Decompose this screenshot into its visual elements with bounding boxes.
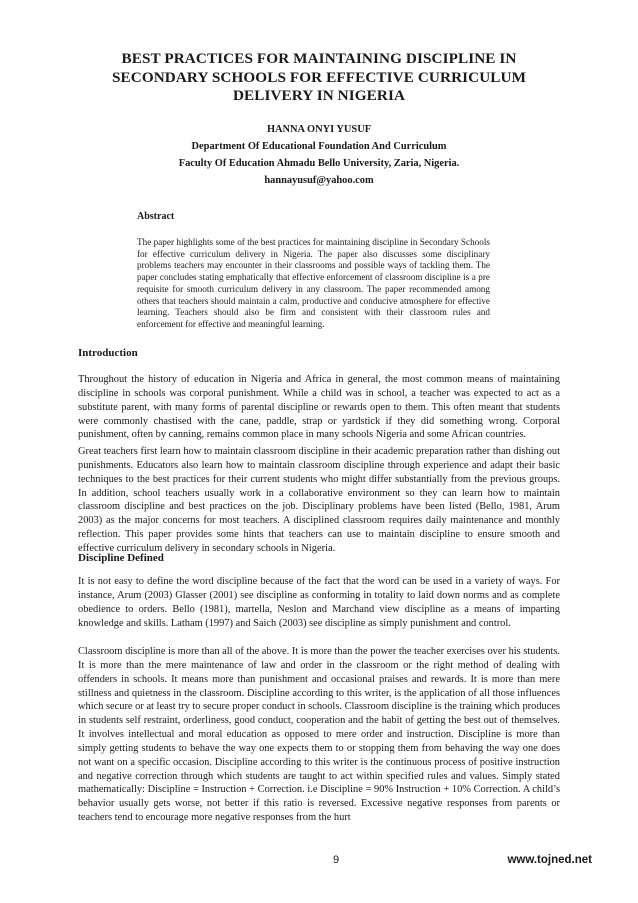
- author-faculty: Faculty Of Education Ahmadu Bello University, Zaria, Nigeria.: [178, 158, 460, 169]
- page-number: 9: [333, 854, 340, 866]
- discipline-defined-heading: Discipline Defined: [78, 552, 164, 564]
- author-email: hannayusuf@yahoo.com: [264, 175, 374, 186]
- author-name: HANNA ONYI YUSUF: [266, 124, 372, 135]
- abstract-heading: Abstract: [137, 211, 175, 222]
- abstract-text: The paper highlights some of the best practices for maintaining discipline in Secondary Schools for effective curriculum delivery in Nigeria. The paper also discusses some disciplinary problems teachers may encounter in their classrooms and possible ways of tackling them. The paper concludes stating emphatically that effective enforcement of classroom discipline is a pre requisite for smooth curriculum delivery in any classroom. The paper recommended among others that teachers should maintain a calm, productive and conducive atmosphere for effective learning. Teachers should also be firm and consistent with their classroom rules and enforcement for effective and meaningful learning.: [137, 237, 490, 329]
- discipline-defined-paragraph-2: Classroom discipline is more than all of the above. It is more than the power the teacher exercises over his students. It is more than the mere maintenance of law and order in the classroom or the right method of dealing with offenders in schools. It means more than punishment and occasional praises and rewards. It is more than mere stillness and quietness in the classroom. Discipline according to this writer, is the application of all those influences which secure or at least try to secure proper conduct in schools. Classroom discipline is the training which produces in students self restraint, orderliness, good conduct, cooperation and the habit of getting the best out of themselves. It involves intellectual and moral education as opposed to mere order and instruction. Discipline is more than simply getting students to behave the way one expects them to or stopping them from behaving the way one does not want on a specific occasion. Discipline according to this writer is the continuous process of positive instruction and negative correction through which students are taught to act within specified rules and values. Simply stated mathematically: Discipline = Instruction + Correction. i.e Discipline = 90% Instruction + 10% Correction. A child’s behavior usually gets worse, not better if this ratio is reversed. Excessive negative responses from parents or teachers tend to encourage more negative responses from the hurt: [78, 646, 560, 824]
- discipline-defined-paragraph-1: It is not easy to define the word discipline because of the fact that the word can be used in a variety of ways. For instance, Arum (2003) Glasser (2001) see discipline as conforming in totality to laid down norms and as complete obedience to orders. Bello (1981), martella, Neslon and Marchand view discipline as a means of imparting knowledge and skills. Latham (1997) and Saich (2003) see discipline as simply punishment and control.: [78, 576, 560, 629]
- author-department: Department Of Educational Foundation And Curriculum: [191, 141, 447, 152]
- paper-title: BEST PRACTICES FOR MAINTAINING DISCIPLINE IN SECONDARY SCHOOLS FOR EFFECTIVE CURRICULUM DELIVERY IN NIGERIA: [111, 50, 527, 104]
- introduction-paragraph-2: Great teachers first learn how to maintain classroom discipline in their academic preparation rather than dishing out punishments. Educators also learn how to maintain classroom discipline through experience and adapt their basic techniques to the best practices for their current students who might differ substantially from the previous groups. In addition, school teachers usually work in a collaborative environment so they can learn how to maintain classroom discipline and best practices on the job. Disciplinary problems have been listed (Bello, 1981, Arum 2003) as the major concerns for most teachers. A disciplined classroom requires daily maintenance and monthly reflection. This paper provides some hints that teachers can use to maintain discipline to ensure smooth and effective curriculum delivery in secondary schools in Nigeria.: [78, 446, 560, 554]
- introduction-heading: Introduction: [78, 347, 138, 359]
- introduction-paragraph-1: Throughout the history of education in Nigeria and Africa in general, the most common means of maintaining discipline in schools was corporal punishment. While a child was in school, a teacher was expected to act as a substitute parent, with many forms of parental discipline or rewards open to them. This often meant that students were commonly chastised with the cane, paddle, strap or yardstick if they did something wrong. Corporal punishment, often by canning, remains common place in many schools Nigeria and some African countries.: [78, 374, 560, 441]
- footer-url: www.tojned.net: [507, 854, 592, 866]
